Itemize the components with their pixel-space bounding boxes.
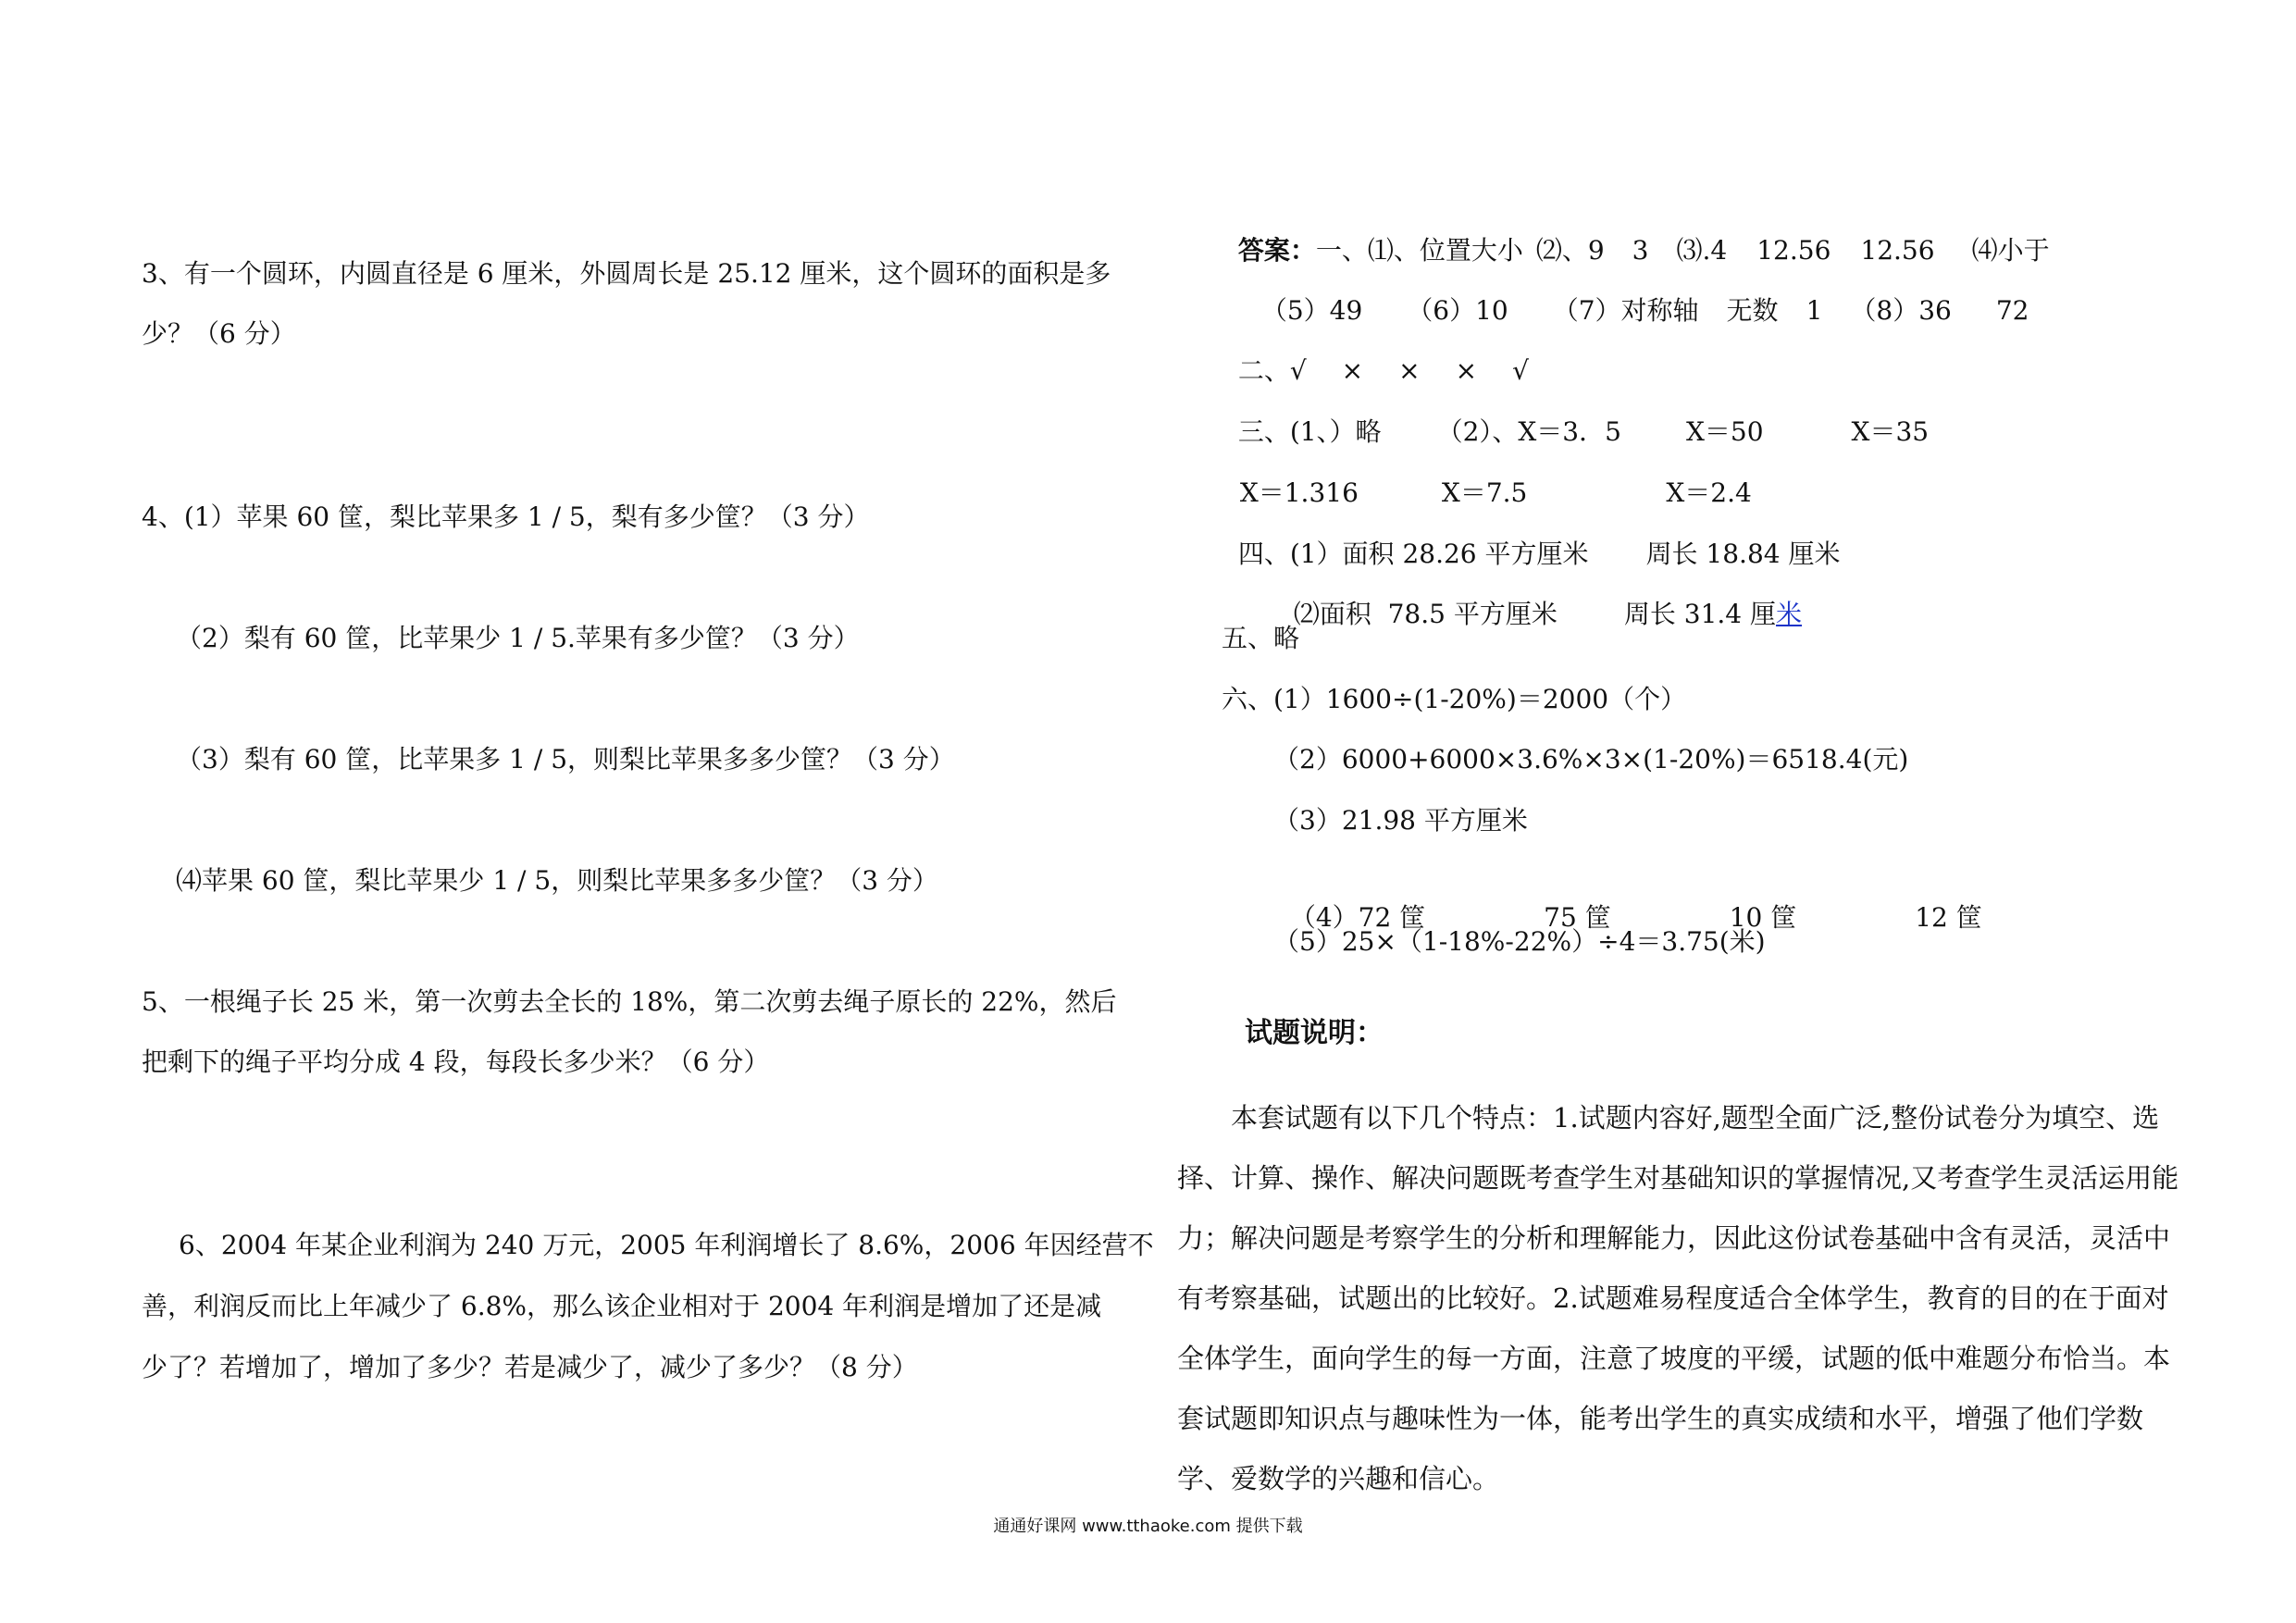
question-3-line-1: 3、有一个圆环，内圆直径是 6 厘米，外圆周长是 25.12 厘米，这个圆环的面积是多 (142, 258, 1111, 289)
answers-row-4b: ⑵面积 78.5 平方厘米 周长 31.4 厘米 (1293, 599, 1803, 629)
answers-row-5: 五、略 (1222, 623, 1300, 653)
question-5-line-1: 5、一根绳子长 25 米，第一次剪去全长的 18%，第二次剪去绳子原长的 22%，然后 (142, 986, 1117, 1017)
answer-link[interactable]: 米 (1776, 599, 1803, 629)
question-6-line-2: 善，利润反而比上年减少了 6.8%，那么该企业相对于 2004 年利润是增加了还是减 (142, 1291, 1102, 1321)
question-6-line-3: 少了？若增加了，增加了多少？若是减少了，减少了多少？（8 分） (142, 1352, 918, 1382)
answers-row-6-3: （3）21.98 平方厘米 (1273, 805, 1528, 836)
question-3-line-2: 少？（6 分） (142, 318, 296, 349)
question-4-part-1: 4、(1）苹果 60 筐，梨比苹果多 1 / 5，梨有多少筐？（3 分） (142, 502, 870, 532)
answers-row-4: 四、(1）面积 28.26 平方厘米 周长 18.84 厘米 (1237, 539, 1841, 569)
answers-row-6-1: 六、(1）1600÷(1-20%)＝2000（个） (1222, 684, 1687, 714)
answers-row-1: 答案：一、⑴、位置大小 ⑵、9 3 ⑶.4 12.56 12.56 ⑷小于 (1237, 235, 2050, 266)
question-4-part-3: （3）梨有 60 筐，比苹果多 1 / 5，则梨比苹果多多少筐？（3 分） (176, 744, 955, 774)
answers-row-1b: （5）49 （6）10 （7）对称轴 无数 1 （8）36 72 (1260, 295, 2029, 326)
question-6-line-1: 6、2004 年某企业利润为 240 万元，2005 年利润增长了 8.6%，2006 年因经营不 (179, 1230, 1154, 1260)
answers-row-2: 二、√ × × × √ (1237, 355, 1529, 386)
notes-body: 本套试题有以下几个特点：1.试题内容好,题型全面广泛,整份试卷分为填空、选择、计算、操作、解决问题既考查学生对基础知识的掌握情况,又考查学生灵活运用能力；解决问题是考察学生的分析和理解能力，因此这份试卷基础中含有灵活，灵活中有考察基础，试题出的比较好。2.试题难易程度适合全体学生，教育的目的在于面对全体学生，面向学生的每一方面，注意了坡度的平缓，试题的低中难题分布恰当。本套试题即知识点与趣味性为一体，能考出学生的真实成绩和水平，增强了他们学数学、爱数学的兴趣和信心。 (1177, 1102, 2179, 1494)
answers-row-6-2: （2）6000+6000×3.6%×3×(1-20%)＝6518.4(元) (1273, 744, 1909, 774)
answers-label: 答案： (1237, 235, 1316, 266)
answers-row-6-5: （5）25×（1-18%-22%）÷4＝3.75(米) (1273, 926, 1766, 957)
question-4-part-4: ⑷苹果 60 筐，梨比苹果少 1 / 5，则梨比苹果多多少筐？（3 分） (176, 865, 938, 896)
page-footer: 通通好课网 www.tthaoke.com 提供下载 (993, 1517, 1303, 1536)
question-4-part-2: （2）梨有 60 筐，比苹果少 1 / 5.苹果有多少筐？（3 分） (176, 623, 860, 653)
answers-row-6-4: （4）72 筐 75 筐 10 筐 12 筐 (1289, 902, 1982, 933)
notes-title: 试题说明： (1245, 1017, 1384, 1049)
answers-row-3b: X＝1.316 X＝7.5 X＝2.4 (1239, 477, 1752, 508)
question-5-line-2: 把剩下的绳子平均分成 4 段，每段长多少米？（6 分） (142, 1047, 770, 1077)
answers-row-3: 三、(1、）略 （2）、X＝3．5 X＝50 X＝35 (1237, 416, 1930, 447)
